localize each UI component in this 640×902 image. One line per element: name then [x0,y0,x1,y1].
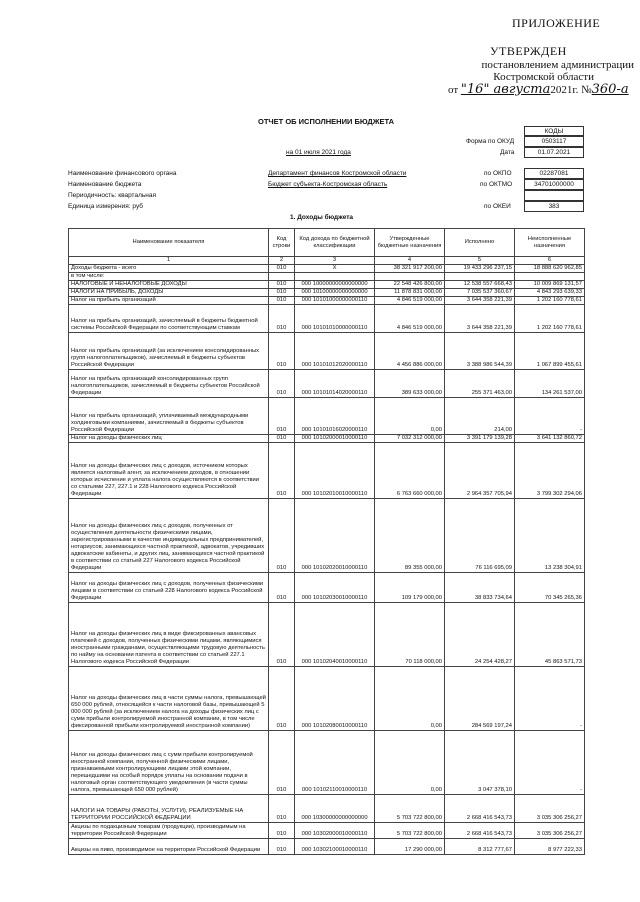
table-cell-code: 010 [269,281,295,289]
table-cell-code: 010 [269,667,295,731]
table-cell-code: 010 [269,305,295,333]
table-cell-kbk: 000 10101000000000110 [295,297,375,305]
table-row [69,795,585,823]
table-cell-kbk: 000 10102080010000110 [295,667,375,731]
table-cell-approved: 5 703 722 800,00 [375,795,445,823]
approved-label: УТВЕРЖДЕН [490,44,567,58]
col-header-kbk: Код дохода по бюджетной классификации [295,229,375,257]
table-cell-kbk: 000 10102030010000110 [295,573,375,603]
okei-value: 383 [524,201,584,212]
table-cell-remaining: 1 067 899 455,61 [515,333,585,370]
table-cell-code: 010 [269,839,295,855]
table-cell-remaining: 13 238 304,91 [515,499,585,573]
col-header-remaining: Неисполненные назначения [515,229,585,257]
table-cell-approved: 70 118 000,00 [375,603,445,667]
table-cell-name: Доходы бюджета - всего [69,265,269,273]
table-cell-name: Налог на доходы физических лиц в части суммы налога, превышающей 650 000 рублей, относящейся к части налоговой базы, превышающей 5 000 000 рублей (за исключением налога на доходы физических лиц с сумм прибыли контролируемой иностранной компании, в том числе фиксированной прибыли контролируемой иностранной компании) [69,667,269,731]
table-cell-name: Налог на прибыль организаций (за исключением консолидированных групп налогоплательщиков), зачисляемый в бюджеты субъектов Российской Федерации [69,333,269,370]
table-cell-approved: 109 179 000,00 [375,573,445,603]
table-cell-approved: 4 456 886 000,00 [375,333,445,370]
table-cell-kbk: 000 10300000000000000 [295,795,375,823]
table-cell-executed: 24 254 428,27 [445,603,515,667]
fin-org-value: Департамент финансов Костромской области [268,170,407,177]
section-title: 1. Доходы бюджета [290,214,354,221]
table-cell-code: 010 [269,573,295,603]
table-cell-kbk [295,273,375,281]
region-line: Костромской области [493,71,594,83]
table-cell-name: НАЛОГИ НА ПРИБЫЛЬ, ДОХОДЫ [69,289,269,297]
table-cell-name: Налог на доходы физических лиц с сумм прибыли контролируемой иностранной компании, полученной физическими лицами, признаваемыми контролирующими лицами этой компании, перешедшими на особый порядок уплаты на основании подачи в налоговый орган соответствующего уведомления (в части суммы налога, превышающей 650 000 рублей) [69,731,269,795]
table-cell-kbk: 000 10102000010000110 [295,435,375,443]
periodicity: Периодичность: квартальная [68,192,156,199]
table-cell-code: 010 [269,795,295,823]
col-header-name: Наименование показателя [69,229,269,257]
table-cell-executed: 3 391 179 139,28 [445,435,515,443]
table-cell-executed: 3 644 358 221,39 [445,297,515,305]
table-cell-remaining [515,273,585,281]
table-cell-remaining: 3 035 306 256,27 [515,795,585,823]
income-table [68,228,585,855]
table-cell-remaining: 18 888 620 962,85 [515,265,585,273]
okpo-value: 02287081 [524,168,584,179]
table-cell-approved: 389 633 000,00 [375,370,445,398]
table-cell-executed: 3 388 986 544,39 [445,333,515,370]
table-cell-approved: 5 703 722 800,00 [375,823,445,839]
table-row [69,265,585,273]
table-cell-kbk: 000 10101016020000110 [295,398,375,435]
table-cell-code: 010 [269,435,295,443]
okpo-label: по ОКПО [484,170,512,177]
table-row [69,731,585,795]
oktmo-label: по ОКТМО [480,181,513,188]
table-row [69,289,585,297]
table-cell-code: 010 [269,731,295,795]
table-cell-executed: 2 668 416 543,73 [445,795,515,823]
table-cell-remaining: 1 202 160 778,61 [515,297,585,305]
table-header-row [69,229,585,257]
table-cell-code: 010 [269,289,295,297]
col-header-approved: Утвержденные бюджетные назначения [375,229,445,257]
table-row [69,435,585,443]
table-cell-executed [445,273,515,281]
col-num-2: 2 [269,257,295,265]
table-cell-kbk: X [295,265,375,273]
report-period: на 01 июля 2021 года [286,149,351,156]
table-cell-code: 010 [269,297,295,305]
column-number-row [69,257,585,265]
table-cell-kbk: 000 10102010010000110 [295,443,375,499]
table-cell-remaining: - [515,398,585,435]
appendix-label: ПРИЛОЖЕНИЕ [512,16,601,30]
table-cell-executed: 2 964 357 705,94 [445,443,515,499]
col-num-4: 4 [375,257,445,265]
table-cell-executed: 255 371 463,00 [445,370,515,398]
handwritten-date: "16" августа [460,82,551,97]
col-num-5: 5 [445,257,515,265]
table-cell-remaining: 3 799 302 294,06 [515,443,585,499]
table-cell-code: 010 [269,443,295,499]
year-label: 2021г. № [550,84,592,96]
unit-label: Единица измерения: руб [68,203,143,210]
table-cell-executed: 3 644 358 221,39 [445,305,515,333]
table-cell-code [269,273,295,281]
table-cell-kbk: 000 10000000000000000 [295,281,375,289]
decree-date-line [448,82,629,97]
table-cell-approved: 17 290 000,00 [375,839,445,855]
table-row [69,297,585,305]
table-cell-remaining: - [515,667,585,731]
table-cell-remaining: 45 863 571,73 [515,603,585,667]
table-cell-executed: 3 047 378,10 [445,731,515,795]
table-cell-name: Акцизы по подакцизным товарам (продукции), производимым на территории Российской Федерации [69,823,269,839]
table-cell-name: НАЛОГОВЫЕ И НЕНАЛОГОВЫЕ ДОХОДЫ [69,281,269,289]
table-cell-executed: 214,00 [445,398,515,435]
table-cell-name: Налог на доходы физических лиц в виде фиксированных авансовых платежей с доходов, полученных физическими лицами, являющимися иностранными гражданами, осуществляющими трудовую деятельность по найму на основании патента в соответствии со статьей 227.1 Налогового кодекса Российской Федерации [69,603,269,667]
table-cell-approved: 0,00 [375,731,445,795]
table-cell-executed: 12 538 557 668,43 [445,281,515,289]
table-cell-executed: 8 312 777,67 [445,839,515,855]
table-cell-name: в том числе: [69,273,269,281]
table-row [69,667,585,731]
table-row [69,281,585,289]
table-cell-name: Налог на прибыль организаций консолидированных групп налогоплательщиков, зачисляемый в бюджеты субъектов Российской Федерации [69,370,269,398]
table-cell-name: Налог на доходы физических лиц с доходов, источником которых является налоговый агент, за исключением доходов, в отношении которых исчисление и уплата налога осуществляются в соответствии со статьями 227, 227.1 и 228 Налогового кодекса Российской Федерации [69,443,269,499]
table-cell-kbk: 000 10101014020000110 [295,370,375,398]
codes-header: КОДЫ [524,126,584,136]
table-cell-approved: 11 878 831 000,00 [375,289,445,297]
table-cell-executed: 284 569 197,24 [445,667,515,731]
table-cell-code: 010 [269,370,295,398]
table-cell-approved: 89 355 000,00 [375,499,445,573]
table-cell-code: 010 [269,265,295,273]
table-cell-remaining: 4 843 293 639,33 [515,289,585,297]
table-cell-remaining: 70 345 265,36 [515,573,585,603]
table-row [69,823,585,839]
table-cell-executed: 76 116 695,09 [445,499,515,573]
col-num-1: 1 [69,257,269,265]
table-cell-code: 010 [269,499,295,573]
table-row [69,839,585,855]
table-row [69,273,585,281]
table-cell-approved: 4 846 519 000,00 [375,297,445,305]
table-row [69,603,585,667]
table-cell-executed: 2 668 416 543,73 [445,823,515,839]
okud-value: 0503117 [524,136,584,147]
table-cell-remaining: 10 009 869 131,57 [515,281,585,289]
table-cell-approved: 38 321 917 200,00 [375,265,445,273]
table-cell-kbk: 000 10102110010000110 [295,731,375,795]
table-cell-name: Налог на прибыль организаций, уплачиваемый международными холдинговыми компаниями, зачисляемый в бюджеты субъектов Российской Федерации [69,398,269,435]
table-cell-approved [375,273,445,281]
table-cell-name: Акцизы на пиво, производимое на территории Российской Федерации [69,839,269,855]
table-row [69,305,585,333]
table-cell-name: НАЛОГИ НА ТОВАРЫ (РАБОТЫ, УСЛУГИ), РЕАЛИЗУЕМЫЕ НА ТЕРРИТОРИИ РОССИЙСКОЙ ФЕДЕРАЦИИ [69,795,269,823]
table-cell-kbk: 000 10102020010000110 [295,499,375,573]
date-prefix: от [448,84,459,96]
table-cell-code: 010 [269,398,295,435]
table-row [69,398,585,435]
table-cell-approved: 4 846 519 000,00 [375,305,445,333]
table-cell-approved: 0,00 [375,398,445,435]
col-num-6: 6 [515,257,585,265]
table-row [69,370,585,398]
table-cell-kbk: 000 10102040010000110 [295,603,375,667]
table-row [69,499,585,573]
budget-value: Бюджет субъекта-Костромская область [268,181,388,188]
table-cell-approved: 22 548 426 800,00 [375,281,445,289]
table-cell-approved: 6 763 660 000,00 [375,443,445,499]
table-cell-remaining: 3 035 306 256,27 [515,823,585,839]
table-cell-name: Налог на доходы физических лиц с доходов, полученных физическими лицами в соответствии со статьей 228 Налогового кодекса Российской Федерации [69,573,269,603]
table-cell-kbk: 000 10101010000000110 [295,305,375,333]
oktmo-value: 34701000000 [524,179,584,190]
table-cell-kbk: 000 10302000010000110 [295,823,375,839]
table-cell-name: Налог на прибыль организаций, зачисляемый в бюджеты бюджетной системы Российской Федерации по соответствующим ставкам [69,305,269,333]
date-label: Дата [500,149,515,156]
fin-org-label: Наименование финансового органа [68,170,177,177]
report-title: ОТЧЕТ ОБ ИСПОЛНЕНИИ БЮДЖЕТА [258,117,395,126]
table-cell-code: 010 [269,333,295,370]
table-cell-code: 010 [269,603,295,667]
table-cell-executed: 7 035 537 360,67 [445,289,515,297]
table-row [69,573,585,603]
date-value: 01.07.2021 [524,147,584,158]
table-cell-name: Налог на доходы физических лиц с доходов, полученных от осуществления деятельности физическими лицами, зарегистрированными в качестве индивидуальных предпринимателей, нотариусов, занимающихся частной практикой, адвокатов, учредивших адвокатские кабинеты, и других лиц, занимающихся частной практикой в соответствии со статьей 227 Налогового кодекса Российской Федерации [69,499,269,573]
table-cell-remaining: - [515,731,585,795]
table-row [69,333,585,370]
table-cell-remaining: 1 202 160 778,61 [515,305,585,333]
col-header-code: Код строки [269,229,295,257]
table-cell-executed: 19 433 296 237,15 [445,265,515,273]
table-cell-executed: 38 833 734,64 [445,573,515,603]
table-row [69,443,585,499]
budget-label: Наименование бюджета [68,181,142,188]
okei-label: по ОКЕИ [484,203,511,210]
table-cell-approved: 0,00 [375,667,445,731]
handwritten-number: 360-а [591,82,629,97]
col-num-3: 3 [295,257,375,265]
table-cell-remaining: 8 977 222,33 [515,839,585,855]
table-cell-remaining: 134 261 537,00 [515,370,585,398]
table-cell-kbk: 000 10100000000000000 [295,289,375,297]
table-cell-kbk: 000 10302100010000110 [295,839,375,855]
col-header-executed: Исполнено [445,229,515,257]
table-cell-name: Налог на прибыль организаций [69,297,269,305]
okud-label: Форма по ОКУД [466,138,515,145]
decree-line: постановлением администрации [481,59,634,71]
table-cell-name: Налог на доходы физических лиц [69,435,269,443]
table-cell-approved: 7 032 312 000,00 [375,435,445,443]
table-cell-remaining: 3 641 132 860,72 [515,435,585,443]
table-cell-code: 010 [269,823,295,839]
periodicity-code [524,190,584,201]
table-cell-kbk: 000 10101012020000110 [295,333,375,370]
